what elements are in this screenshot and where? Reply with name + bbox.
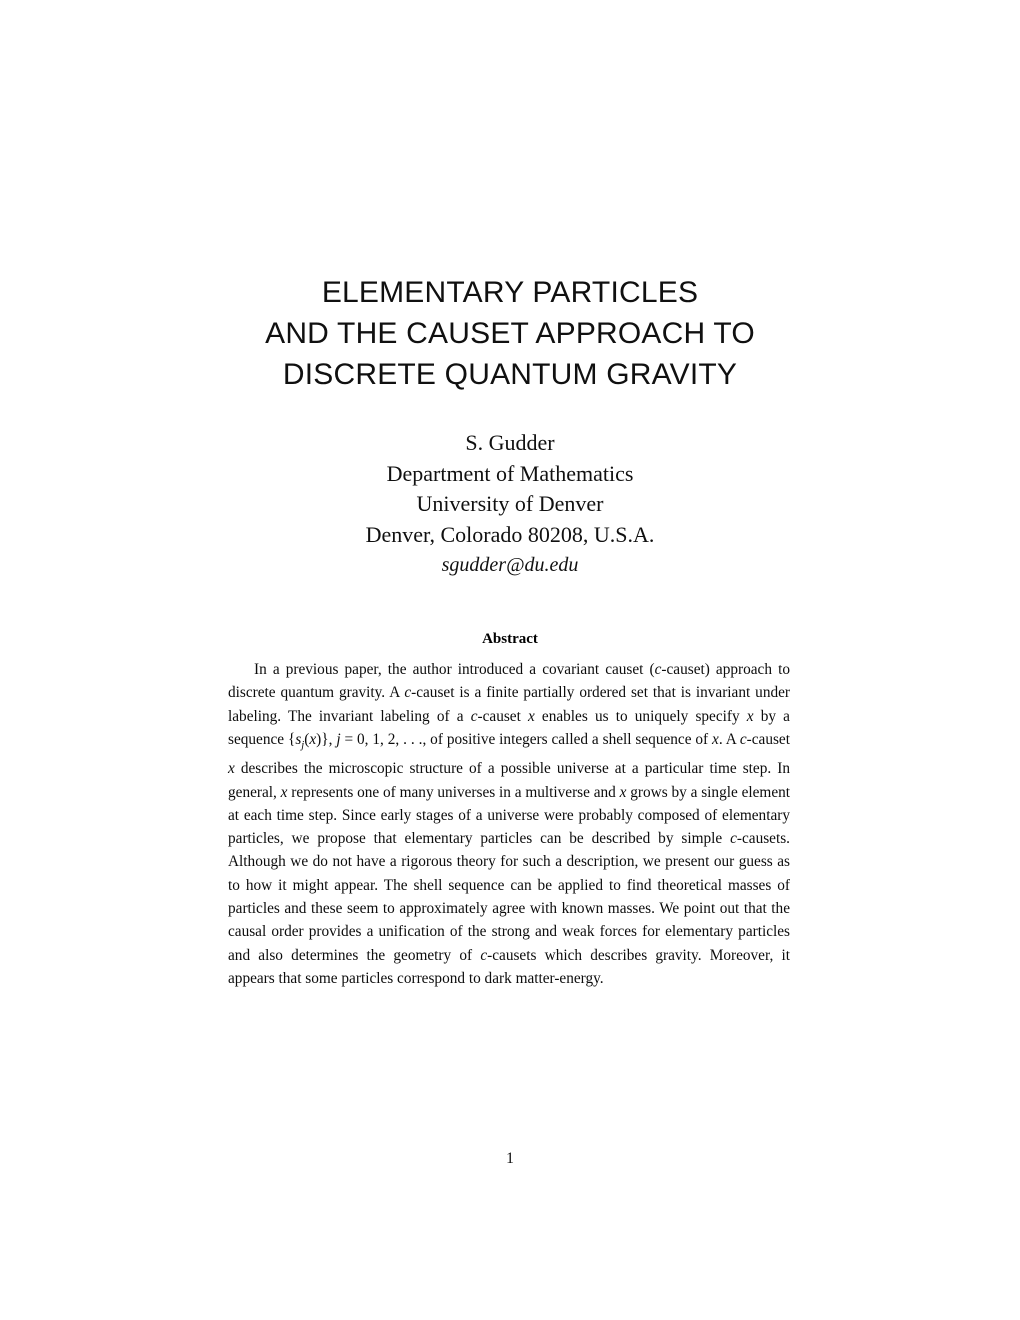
page-number: 1: [506, 1150, 514, 1167]
abstract-heading: Abstract: [482, 631, 538, 647]
page-title: [0, 272, 1020, 395]
abstract-paragraph: In a previous paper, the author introduced a covariant causet (c-causet) approach to discrete quantum gravity. A c-causet is a finite partially ordered set that is invariant under labeling. The invariant labeling of a c-causet x enables us to uniquely specify x by a sequence $\{s_j(x)\}$, j = 0, 1, 2, . . ., of positive integers called a shell sequence of x. A c-causet x describes the microscopic structure of a possible universe at a particular time step. In general, x represents one of many universes in a multiverse and x grows by a single element at each time step. Since early stages of a universe were probably composed of elementary particles, we propose that elementary particles can be described by simple c-causets. Although we do not have a rigorous theory for such a description, we present our guess as to how it might appear. The shell sequence can be applied to find theoretical masses of particles and these seem to approximately agree with known masses. We point out that the causal order provides a unification of the strong and weak forces for elementary particles and also determines the geometry of c-causets which describes gravity. Moreover, it appears that some particles correspond to dark matter-energy.: [228, 661, 791, 987]
author-department: Department of Mathematics: [386, 460, 634, 486]
author-email: sgudder@du.edu: [441, 554, 579, 576]
title-line-1: ELEMENTARY PARTICLES: [321, 276, 699, 309]
title-line-3: DISCRETE QUANTUM GRAVITY: [282, 358, 738, 391]
author-name: S. Gudder: [465, 430, 555, 455]
author-block: [0, 428, 1020, 581]
title-line-2: AND THE CAUSET APPROACH TO: [265, 317, 755, 350]
abstract-body: [228, 658, 790, 990]
author-address: Denver, Colorado 80208, U.S.A.: [365, 521, 655, 547]
author-institution: University of Denver: [416, 491, 604, 516]
